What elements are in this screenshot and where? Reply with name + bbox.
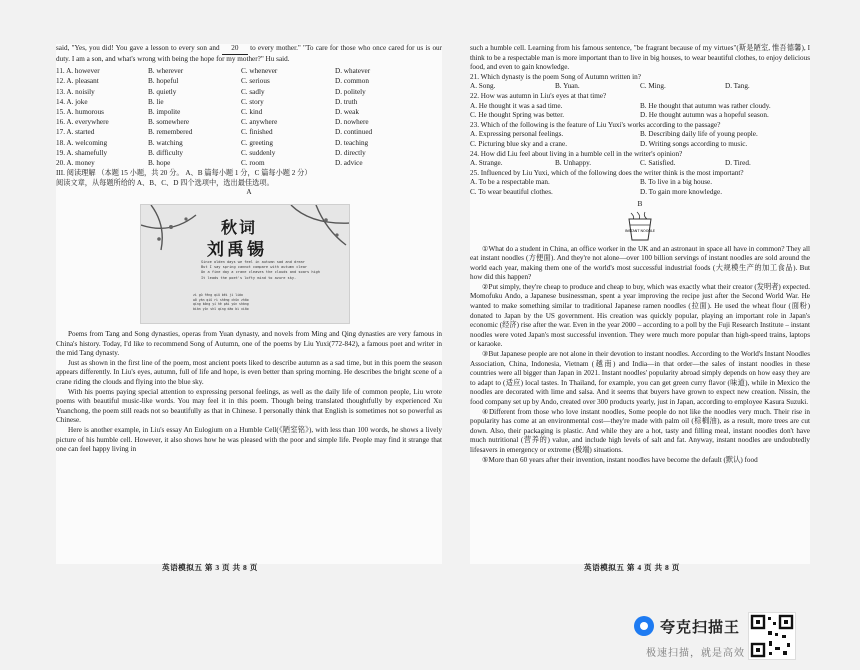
- option: D. truth: [335, 97, 358, 106]
- option: B. wherever: [148, 67, 184, 76]
- question-22-options: [470, 102, 810, 121]
- option: C. greeting: [241, 138, 273, 147]
- option: B. hopeful: [148, 77, 179, 86]
- page-4-footer: 英语模拟五 第 4 页 共 8 页: [584, 563, 680, 572]
- option: C. To wear beautiful clothes.: [470, 187, 553, 196]
- question-25-options: [470, 178, 810, 197]
- option: 20. A. money: [56, 159, 95, 168]
- option: C. Picturing blue sky and a crane.: [470, 139, 568, 148]
- pinyin-line: biàn yǐn shī qíng dào bì xiāo: [193, 306, 249, 311]
- page-4: [470, 44, 810, 564]
- option: A. Song.: [470, 82, 496, 91]
- option: B. lie: [148, 97, 164, 106]
- question-23-options: [470, 130, 810, 149]
- question-21: 21. Which dynasty is the poem Song of Autumn written in?: [470, 72, 641, 81]
- cloze-option-row: [56, 158, 442, 168]
- poem-line: On a fine day a crane cleaves the clouds and soars high: [201, 270, 320, 275]
- section-3-instruction: 阅读文章，从每题所给的 A、B、C、D 四个选项中，选出最佳选项。: [56, 178, 274, 187]
- option: C. Satisfied.: [640, 159, 676, 168]
- option: D. advice: [335, 159, 363, 168]
- option: D. directly: [335, 148, 366, 157]
- cloze-ending: [56, 44, 442, 64]
- option: D. Writing songs according to music.: [640, 139, 748, 148]
- option: D. continued: [335, 128, 373, 137]
- option: D. common: [335, 77, 369, 86]
- option: B. To live in a big house.: [640, 178, 713, 187]
- cloze-rest: to every mother." "To care for those who once cared for us is our duty. I am a son, and what's wrong with being the hope for my mother?" Hu said.: [56, 44, 443, 63]
- passage-b-paragraph: ②Put simply, they're cheap to produce and cheap to buy, which was exactly what their creator (发明者) expected. Momofuku Ando, a Japanese businessman, spent a year improving the recipe just after the Second World War. He wanted to make something similar to traditional Japanese ramen noodles (拉面). He used the wheat flour (面粉) donated to Japan by the US government. His creation was quickly popular, playing an important role in Japan's economic (经济) rise after the war. Even in the year 2000 – according to a poll by the Fuji Research Institute – instant noodles were voted Japan's most successful invention. They were much more popular than high-speed trains, laptops or karaoke.: [470, 282, 810, 349]
- option: B. Unhappy.: [555, 159, 592, 168]
- option: C. kind: [241, 108, 263, 116]
- passage-b-paragraph: ④Different from those who love instant noodles, Some people do not like the noodles very much. Their rise in popularity has come at an environmental cost—they're made with palm oil (棕榈油), as a result, more trees are cut down. Also, their packaging is plastic. And while they are a hot, tasty and filling meal, instant noodles don't have much nutritional (营养的) value, and include high levels of salt and fat. Anyway, instant noodles are undoubtedly lifesavers in emergency or extreme (极端) situations.: [470, 407, 810, 454]
- quark-logo-icon: [634, 616, 654, 636]
- option: B. quietly: [148, 87, 177, 96]
- cloze-option-row: [56, 117, 442, 127]
- option: A. Expressing personal feelings.: [470, 130, 564, 139]
- instant-noodle-cup-icon: [623, 211, 657, 241]
- option: B. somewhere: [148, 118, 190, 127]
- option: C. whenever: [241, 67, 278, 76]
- qr-code-icon: [748, 612, 796, 660]
- scanner-brand-name: 夸克扫描王: [660, 618, 741, 636]
- pinyin-line: wǒ yán qiū rì shèng chūn zhāo: [193, 297, 249, 302]
- section-b-label: B: [637, 198, 643, 208]
- option: C. Ming.: [640, 82, 666, 91]
- option: 15. A. humorous: [56, 108, 104, 116]
- option: D. He thought autumn was a hopeful season.: [640, 111, 769, 120]
- option: B. watching: [148, 138, 183, 147]
- option: D. weak: [335, 108, 359, 116]
- question-25: 25. Influenced by Liu Yuxi, which of the following does the writer think is the most important?: [470, 168, 744, 177]
- option: A. He thought it was a sad time.: [470, 101, 563, 110]
- pinyin-line: zì gǔ féng qiū bēi jì liáo: [193, 293, 243, 297]
- option: B. Describing daily life of young people.: [640, 130, 758, 139]
- option: D. Tang.: [725, 82, 750, 91]
- question-24-options: [470, 159, 810, 169]
- option: C. He thought Spring was better.: [470, 111, 565, 120]
- question-24: 24. How did Liu feel about living in a humble cell in the writer's opinion?: [470, 149, 683, 158]
- option: C. suddenly: [241, 148, 276, 157]
- option: D. Tired.: [725, 159, 751, 168]
- cloze-option-row: [56, 138, 442, 148]
- poem-line: It leads the poet's lofty mind to azure sky.: [201, 275, 297, 280]
- poem-line: But I say spring cannot compare with autumn clear: [201, 265, 308, 270]
- option: 13. A. noisily: [56, 87, 95, 96]
- option: B. Yuan.: [555, 82, 580, 91]
- option: 19. A. shamefully: [56, 148, 108, 157]
- cloze-option-row: [56, 76, 442, 86]
- cloze-option-row: [56, 127, 442, 137]
- section-a-label: A: [246, 188, 252, 197]
- option: D. To gain more knowledge.: [640, 187, 723, 196]
- scanner-slogan: 极速扫描，就是高效: [646, 648, 745, 659]
- option: C. anywhere: [241, 118, 278, 127]
- poem-line: Since olden days we feel in autumn sad and drear: [201, 260, 305, 264]
- passage-a-paragraph: With his poems paying special attention to expressing personal feelings, as well as the daily life of common people, Liu wrote poems with beautiful music-like words. You may feel it in this poem. Though being translated thoughtfully by experienced Xu Yuanchong, the poem still reads not so beautifully as that in Chinese. I personally think that English is sometimes not so powerful as Chinese.: [56, 387, 442, 425]
- cloze-option-row: [56, 97, 442, 107]
- option: 16. A. everywhere: [56, 118, 109, 127]
- question-23: 23. Which of the following is the feature of Liu Yuxi's works according to the passage?: [470, 120, 721, 129]
- option: D. nowhere: [335, 118, 369, 127]
- poem-image: [140, 204, 350, 324]
- question-21-options: [470, 82, 810, 92]
- cloze-option-row: [56, 107, 442, 117]
- page-3: [56, 44, 442, 564]
- pinyin-line: qíng kōng yí hè pái yún shàng: [193, 302, 249, 307]
- passage-b-paragraph: ①What do a student in China, an office worker in the UK and an astronaut in space all have in common? They all eat instant noodles (方便面). And they're not alone—over 100 billion servings of instant noodles are sold around the world each year, making them one of the world's most successful industrial foods (大规模生产的加工食品). But how did this happen?: [470, 244, 810, 282]
- option: C. serious: [241, 77, 270, 86]
- option: 17. A. started: [56, 128, 95, 137]
- passage-a-paragraph: Just as shown in the first line of the poem, most ancient poets liked to describe autumn as a sad time, but in this poem the season appears differently. In Liu's eyes, autumn, full of life and hope, is even better than spring morning. He describes the bright scene of a crane riding the clouds and flying into the blue sky.: [56, 358, 442, 386]
- passage-a-continued: such a humble cell. Learning from his famous sentence, "be fragrant because of my virtues"(斯是陋室, 惟吾德馨), I think to be a respectable man is more important than to live in big houses, to wear beautiful clothes, to enjoy delicious food, and even to gain knowledge.: [470, 44, 810, 72]
- option: A. Strange.: [470, 159, 503, 168]
- section-3-heading: III. 阅读理解 （本题 15 小题，共 20 分。 A、B 篇每小题 1 分，C 篇每小题 2 分）: [56, 169, 312, 178]
- option: 11. A. however: [56, 67, 100, 76]
- option: B. remembered: [148, 128, 193, 137]
- passage-b-paragraph: ③But Japanese people are not alone in their devotion to instant noodles. According to the World's Instant Noodles Association, China, Indonesia, Vietnam (越南) and India—in that order—the sales of instant noodles in these countries were all bigger than Japan in 2021. Instant noodles' popularity abroad simply depends on how easy they are to adapt to (适应) local tastes. In Thailand, for example, you can get green curry flavor (味道), while in Mexico the noodles are decorated with lime and salsa. And it seems that buyers have grown to expect new creation. Nissin, the food company set up by Ando, created over 300 products yearly, just in Japan, according to employee Kasura Suzuki.: [470, 350, 811, 406]
- poem-author: 刘禹锡: [207, 240, 267, 260]
- blank-20: 20: [222, 44, 248, 55]
- option: C. story: [241, 97, 264, 106]
- option: B. difficulty: [148, 148, 184, 157]
- option: 12. A. pleasant: [56, 77, 99, 86]
- option: 18. A. welcoming: [56, 138, 108, 147]
- cloze-option-row: [56, 87, 442, 97]
- page-3-footer: 英语模拟五 第 3 页 共 8 页: [162, 563, 258, 572]
- option: D. teaching: [335, 138, 369, 147]
- option: D. politely: [335, 87, 366, 96]
- option: B. impolite: [148, 108, 181, 116]
- noodle-label: INSTANT NOODLE: [624, 228, 656, 233]
- poem-pinyin: [193, 293, 249, 311]
- option: C. finished: [241, 128, 273, 137]
- passage-b-paragraph: ⑤More than 60 years after their invention, instant noodles have become the default (默认) food: [482, 455, 758, 464]
- option: C. room: [241, 159, 265, 168]
- option: 14. A. joke: [56, 97, 88, 106]
- option: B. hope: [148, 159, 171, 168]
- passage-a-paragraph: Here is another example, in Liu's essay An Eulogium on a Humble Cell(《陋室铭》), with less than 100 words, he shows a lively picture of his humble cell. However, it also shows how he was pleased with the poor and simple life. People may find it strange that one can feel happy living in: [56, 425, 442, 454]
- option: D. whatever: [335, 67, 371, 76]
- cloze-option-row: [56, 148, 442, 158]
- cloze-options: [56, 66, 442, 168]
- cloze-intro: said, "Yes, you did! You gave a lesson to every son and: [56, 44, 220, 52]
- passage-a-paragraph: Poems from Tang and Song dynasties, operas from Yuan dynasty, and novels from Ming and Qing dynasties are very famous in China's history. Today, I'd like to recommend Song of Autumn, one of the poems by Liu Yuxi(772-842), a famous poet and writer in the mid Tang dynasty.: [56, 330, 442, 358]
- question-22: 22. How was autumn in Liu's eyes at that time?: [470, 91, 607, 100]
- cloze-option-row: [56, 66, 442, 76]
- option: A. To be a respectable man.: [470, 178, 550, 187]
- poem-title: 秋词: [221, 218, 258, 237]
- option: B. He thought that autumn was rather cloudy.: [640, 101, 771, 110]
- poem-translation: [201, 260, 320, 281]
- option: C. sadly: [241, 87, 265, 96]
